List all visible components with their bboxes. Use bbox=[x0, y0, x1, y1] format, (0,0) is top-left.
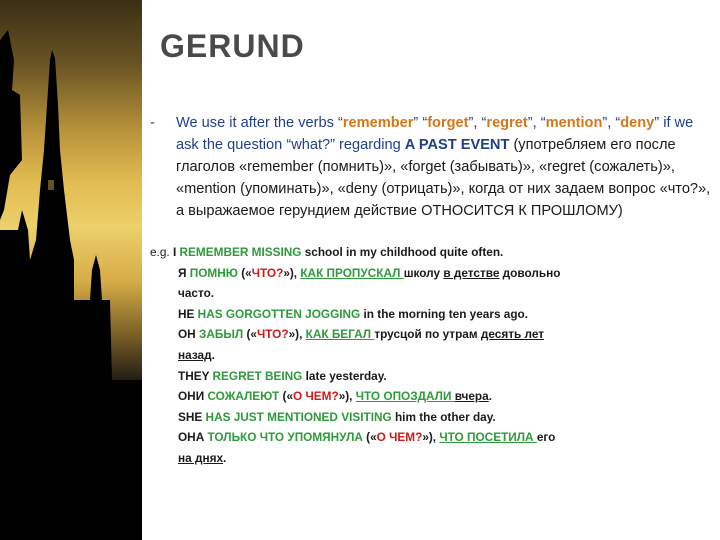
verb-remember: remember bbox=[342, 115, 414, 131]
ru-gerund: ЧТО ОПОЗДАЛИ bbox=[355, 389, 455, 404]
examples-block bbox=[150, 242, 715, 469]
ru-time: в детстве bbox=[443, 265, 500, 280]
rule-russian: (употребляем его после глаголов «remember (помнить)», «forget (забывать)», «regret (сожалеть)», «mention (упоминать)», «deny (отрицать)», когда от них задаем вопрос «что?», а выражаемое герундием действие ОТНОСИТСЯ К ПРОШЛОМУ) bbox=[176, 137, 711, 219]
rule-question: ” if we ask the question “what?” regarding bbox=[176, 115, 694, 153]
ru-gerund: КАК БЕГАЛ bbox=[305, 327, 375, 342]
ru-period: . bbox=[488, 389, 492, 404]
example-3-ru bbox=[150, 386, 715, 407]
example-2-ru-cont bbox=[150, 345, 715, 366]
example-1-ru bbox=[150, 263, 715, 284]
ru-verb: ПОМНЮ bbox=[189, 265, 238, 280]
rule-sep-3: ”, “ bbox=[527, 115, 546, 131]
verb-forget: forget bbox=[427, 115, 469, 131]
ru-close-quote: »), bbox=[338, 389, 356, 404]
ru-period: . bbox=[223, 450, 227, 465]
example-4-ru bbox=[150, 427, 715, 448]
ex-verb: HAS GORGOTTEN JOGGING bbox=[197, 306, 361, 321]
rule-intro: We use it after the verbs “ bbox=[176, 115, 343, 131]
ex-subject: THEY bbox=[178, 368, 213, 383]
ru-open-quote: (« bbox=[237, 265, 252, 280]
ex-rest: late yesterday. bbox=[302, 368, 387, 383]
example-4-ru-cont bbox=[150, 448, 715, 469]
ru-object: школу bbox=[403, 265, 444, 280]
ru-question: О ЧЕМ? bbox=[293, 389, 339, 404]
ru-question: ЧТО? bbox=[256, 327, 289, 342]
gerund-rule-bullet bbox=[150, 112, 715, 222]
verb-mention: mention bbox=[545, 115, 603, 131]
past-event-label: A PAST EVENT bbox=[404, 137, 510, 153]
ex-rest: school in my childhood quite often. bbox=[301, 245, 504, 259]
ru-time-cont: назад bbox=[178, 347, 212, 362]
ru-rest: довольно bbox=[499, 265, 561, 280]
verb-deny: deny bbox=[620, 115, 655, 131]
ru-open-quote: (« bbox=[362, 430, 377, 445]
ex-rest: in the morning ten years ago. bbox=[360, 306, 529, 321]
ex-verb: REGRET BEING bbox=[212, 368, 303, 383]
ru-object: трусцой по утрам bbox=[374, 327, 481, 342]
ru-subject: Я bbox=[178, 265, 190, 280]
ex-verb: REMEMBER MISSING bbox=[179, 245, 302, 259]
ru-gerund: ЧТО ПОСЕТИЛА bbox=[439, 430, 537, 445]
rule-sep-4: ”, “ bbox=[602, 115, 621, 131]
ru-close-quote: »), bbox=[283, 265, 301, 280]
example-4-en bbox=[150, 407, 715, 428]
ru-question: ЧТО? bbox=[251, 265, 284, 280]
eg-label: e.g. bbox=[150, 245, 173, 259]
ru-subject: ОН bbox=[178, 327, 199, 342]
ru-verb: ТОЛЬКО ЧТО УПОМЯНУЛА bbox=[207, 430, 363, 445]
example-1-ru-cont: часто. bbox=[178, 286, 215, 301]
example-2-en bbox=[150, 304, 715, 325]
city-silhouette-image bbox=[0, 0, 142, 540]
ru-gerund: КАК ПРОПУСКАЛ bbox=[300, 265, 404, 280]
ex-rest: him the other day. bbox=[391, 409, 496, 424]
ru-question: О ЧЕМ? bbox=[376, 430, 423, 445]
bullet-dash: - bbox=[150, 115, 155, 131]
example-3-en bbox=[150, 366, 715, 387]
example-2-ru bbox=[150, 324, 715, 345]
ex-subject: HE bbox=[178, 306, 198, 321]
ex-verb: HAS JUST MENTIONED VISITING bbox=[205, 409, 392, 424]
ru-subject: ОНИ bbox=[178, 389, 208, 404]
ex-subject: I bbox=[172, 245, 180, 259]
ru-verb: СОЖАЛЕЮТ bbox=[207, 389, 280, 404]
ru-open-quote: (« bbox=[279, 389, 294, 404]
rule-sep-2: ”, “ bbox=[468, 115, 487, 131]
example-1-en bbox=[150, 242, 715, 263]
ru-time: вчера bbox=[454, 389, 489, 404]
ru-object: его bbox=[536, 430, 556, 445]
page-title: GERUND bbox=[160, 28, 305, 64]
ex-subject: SHE bbox=[178, 409, 206, 424]
ru-open-quote: (« bbox=[243, 327, 257, 342]
ru-time: десять лет bbox=[480, 327, 545, 342]
ru-close-quote: »), bbox=[288, 327, 306, 342]
ru-subject: ОНА bbox=[178, 430, 208, 445]
ru-close-quote: »), bbox=[422, 430, 440, 445]
rule-sep-1: ” “ bbox=[413, 115, 428, 131]
ru-period: . bbox=[211, 347, 215, 362]
ru-time: на днях bbox=[178, 450, 224, 465]
ru-verb: ЗАБЫЛ bbox=[198, 327, 244, 342]
verb-regret: regret bbox=[486, 115, 528, 131]
rule-text bbox=[176, 112, 715, 222]
